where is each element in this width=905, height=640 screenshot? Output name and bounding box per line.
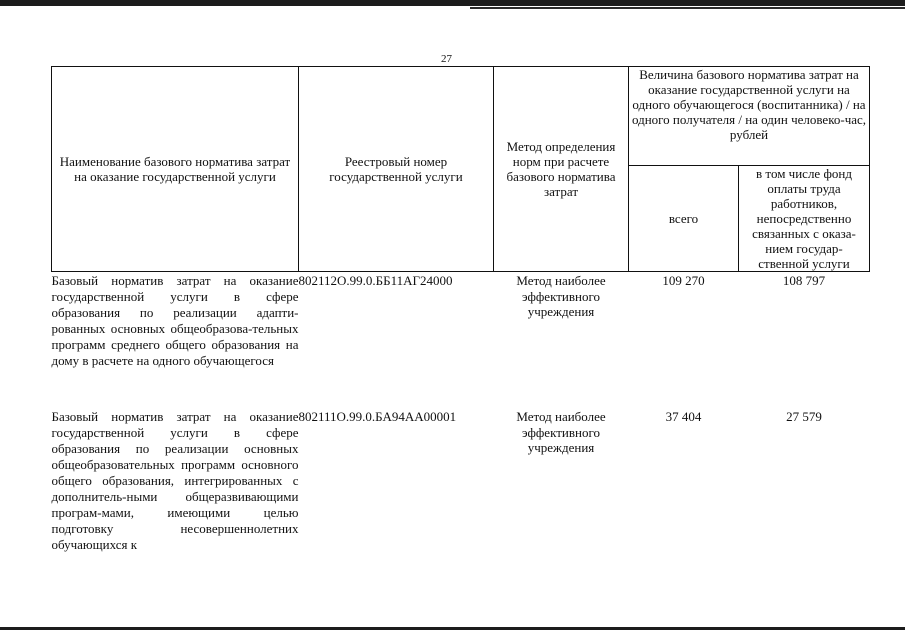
row-registry-number: 802111О.99.0.БА94АА00001 — [298, 409, 457, 424]
header-wage-fund: в том числе фонд оплаты труда работников, непосредственно связанных с оказа-нием государ-ственной услуги — [739, 166, 870, 272]
row-total: 109 270 — [662, 273, 705, 288]
row-registry-number: 802112О.99.0.ББ11АГ24000 — [298, 273, 453, 288]
row-total: 37 404 — [665, 409, 702, 424]
row-norm-name: Базовый норматив затрат на оказание государственной услуги в сфере образования по реализации основных общеобразовательных программ основного общего образования, интегрированных с дополнитель-ными общеразвивающими програм-мами, имеющими целью подготовку несовершеннолетних обучающихся к — [51, 409, 299, 552]
row-method: Метод наиболее эффективного учреждения — [516, 273, 606, 319]
bottom-border-line — [0, 627, 905, 630]
table-row — [52, 272, 870, 410]
row-wage-fund: 27 579 — [786, 409, 822, 424]
header-norm-value: Величина базового норматива затрат на оказание государственной услуги на одного обучающегося (воспитанника) / на одного получателя / на один человеко-час, рублей — [629, 67, 870, 166]
table-row — [52, 409, 870, 553]
header-method: Метод определения норм при расчете базового норматива затрат — [494, 67, 629, 272]
header-norm-name: Наименование базового норматива затрат на оказание государственной услуги — [52, 67, 299, 272]
header-registry-number: Реестровый номер государственной услуги — [299, 67, 494, 272]
cost-norms-table — [51, 66, 870, 553]
top-border-bar — [0, 0, 905, 6]
row-norm-name: Базовый норматив затрат на оказание государственной услуги в сфере образования по реализации адапти-рованных основных общеобразова-тельных программ среднего общего образования на дому в расчете на одного обучающегося — [51, 273, 299, 368]
page-number: 27 — [441, 53, 452, 65]
header-total: всего — [629, 166, 739, 272]
row-method: Метод наиболее эффективного учреждения — [516, 409, 606, 455]
top-rule-line — [470, 7, 905, 9]
row-wage-fund: 108 797 — [782, 273, 826, 288]
